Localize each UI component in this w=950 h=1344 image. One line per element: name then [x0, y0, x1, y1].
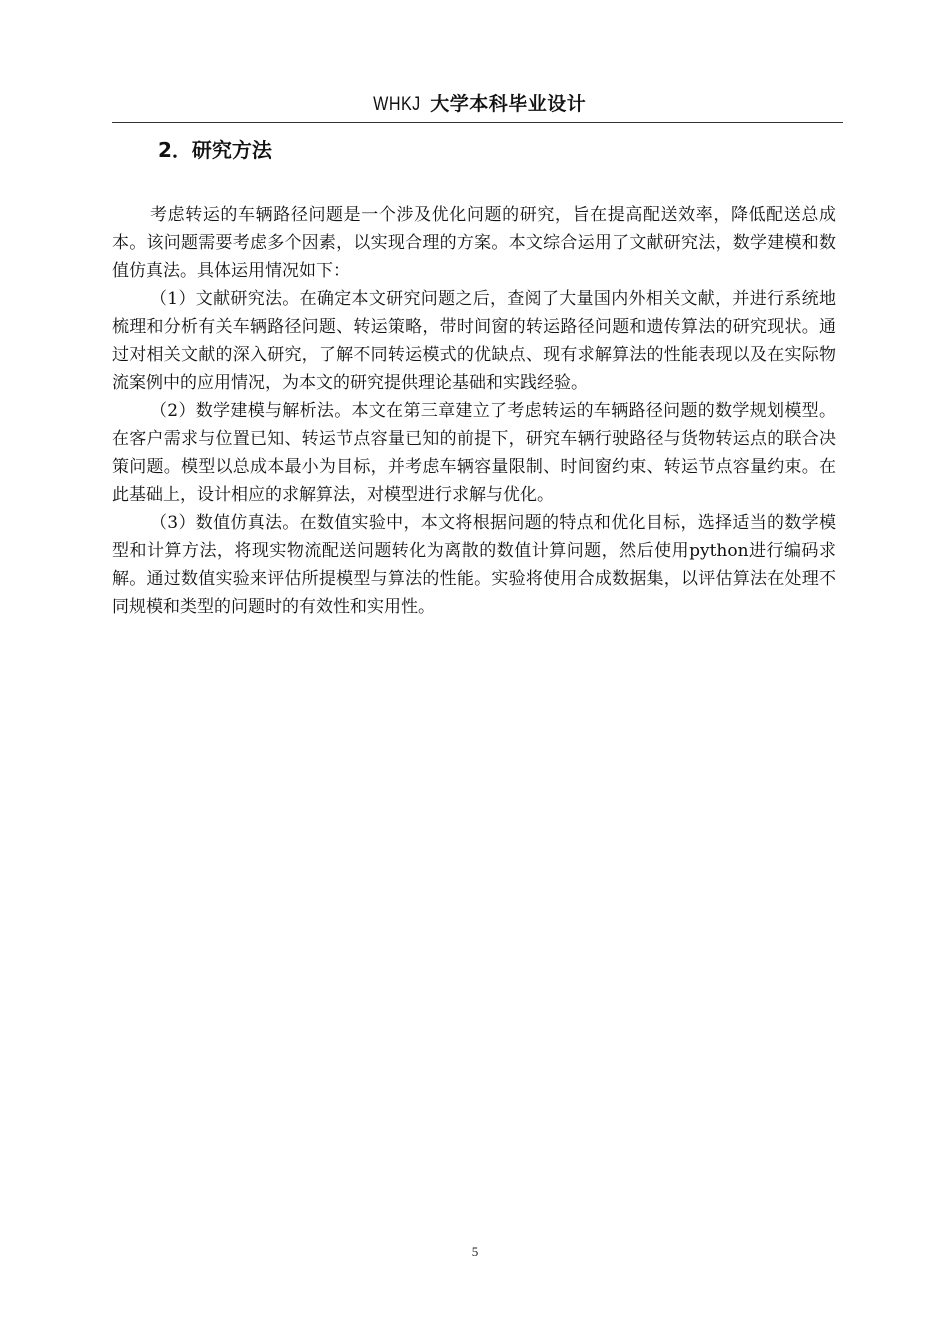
body-text — [112, 201, 836, 621]
header-prefix: WHKJ — [372, 94, 421, 115]
page-header — [112, 92, 843, 123]
paragraph-modeling-method: （2）数学建模与解析法。本文在第三章建立了考虑转运的车辆路径问题的数学规划模型。在客户需求与位置已知、转运节点容量已知的前提下，研究车辆行驶路径与货物转运点的联合决策问题。模型以总成本最小为目标，并考虑车辆容量限制、时间窗约束、转运节点容量约束。在此基础上，设计相应的求解算法，对模型进行求解与优化。 — [112, 401, 836, 505]
paragraph-literature-method: （1）文献研究法。在确定本文研究问题之后，查阅了大量国内外相关文献，并进行系统地梳理和分析有关车辆路径问题、转运策略，带时间窗的转运路径问题和遗传算法的研究现状。通过对相关文献的深入研究，了解不同转运模式的优缺点、现有求解算法的性能表现以及在实际物流案例中的应用情况，为本文的研究提供理论基础和实践经验。 — [112, 289, 836, 393]
section-heading: 2．研究方法 — [158, 138, 272, 162]
header-title: 大学本科毕业设计 — [430, 94, 587, 115]
paragraph-intro: 考虑转运的车辆路径问题是一个涉及优化问题的研究，旨在提高配送效率，降低配送总成本。该问题需要考虑多个因素，以实现合理的方案。本文综合运用了文献研究法，数学建模和数值仿真法。具体运用情况如下： — [112, 205, 836, 281]
paragraph-simulation-method: （3）数值仿真法。在数值实验中，本文将根据问题的特点和优化目标，选择适当的数学模型和计算方法，将现实物流配送问题转化为离散的数值计算问题，然后使用python进行编码求解。通过数值实验来评估所提模型与算法的性能。实验将使用合成数据集，以评估算法在处理不同规模和类型的问题时的有效性和实用性。 — [112, 513, 836, 617]
header-text — [369, 92, 587, 118]
page-number: 5 — [471, 1244, 479, 1259]
